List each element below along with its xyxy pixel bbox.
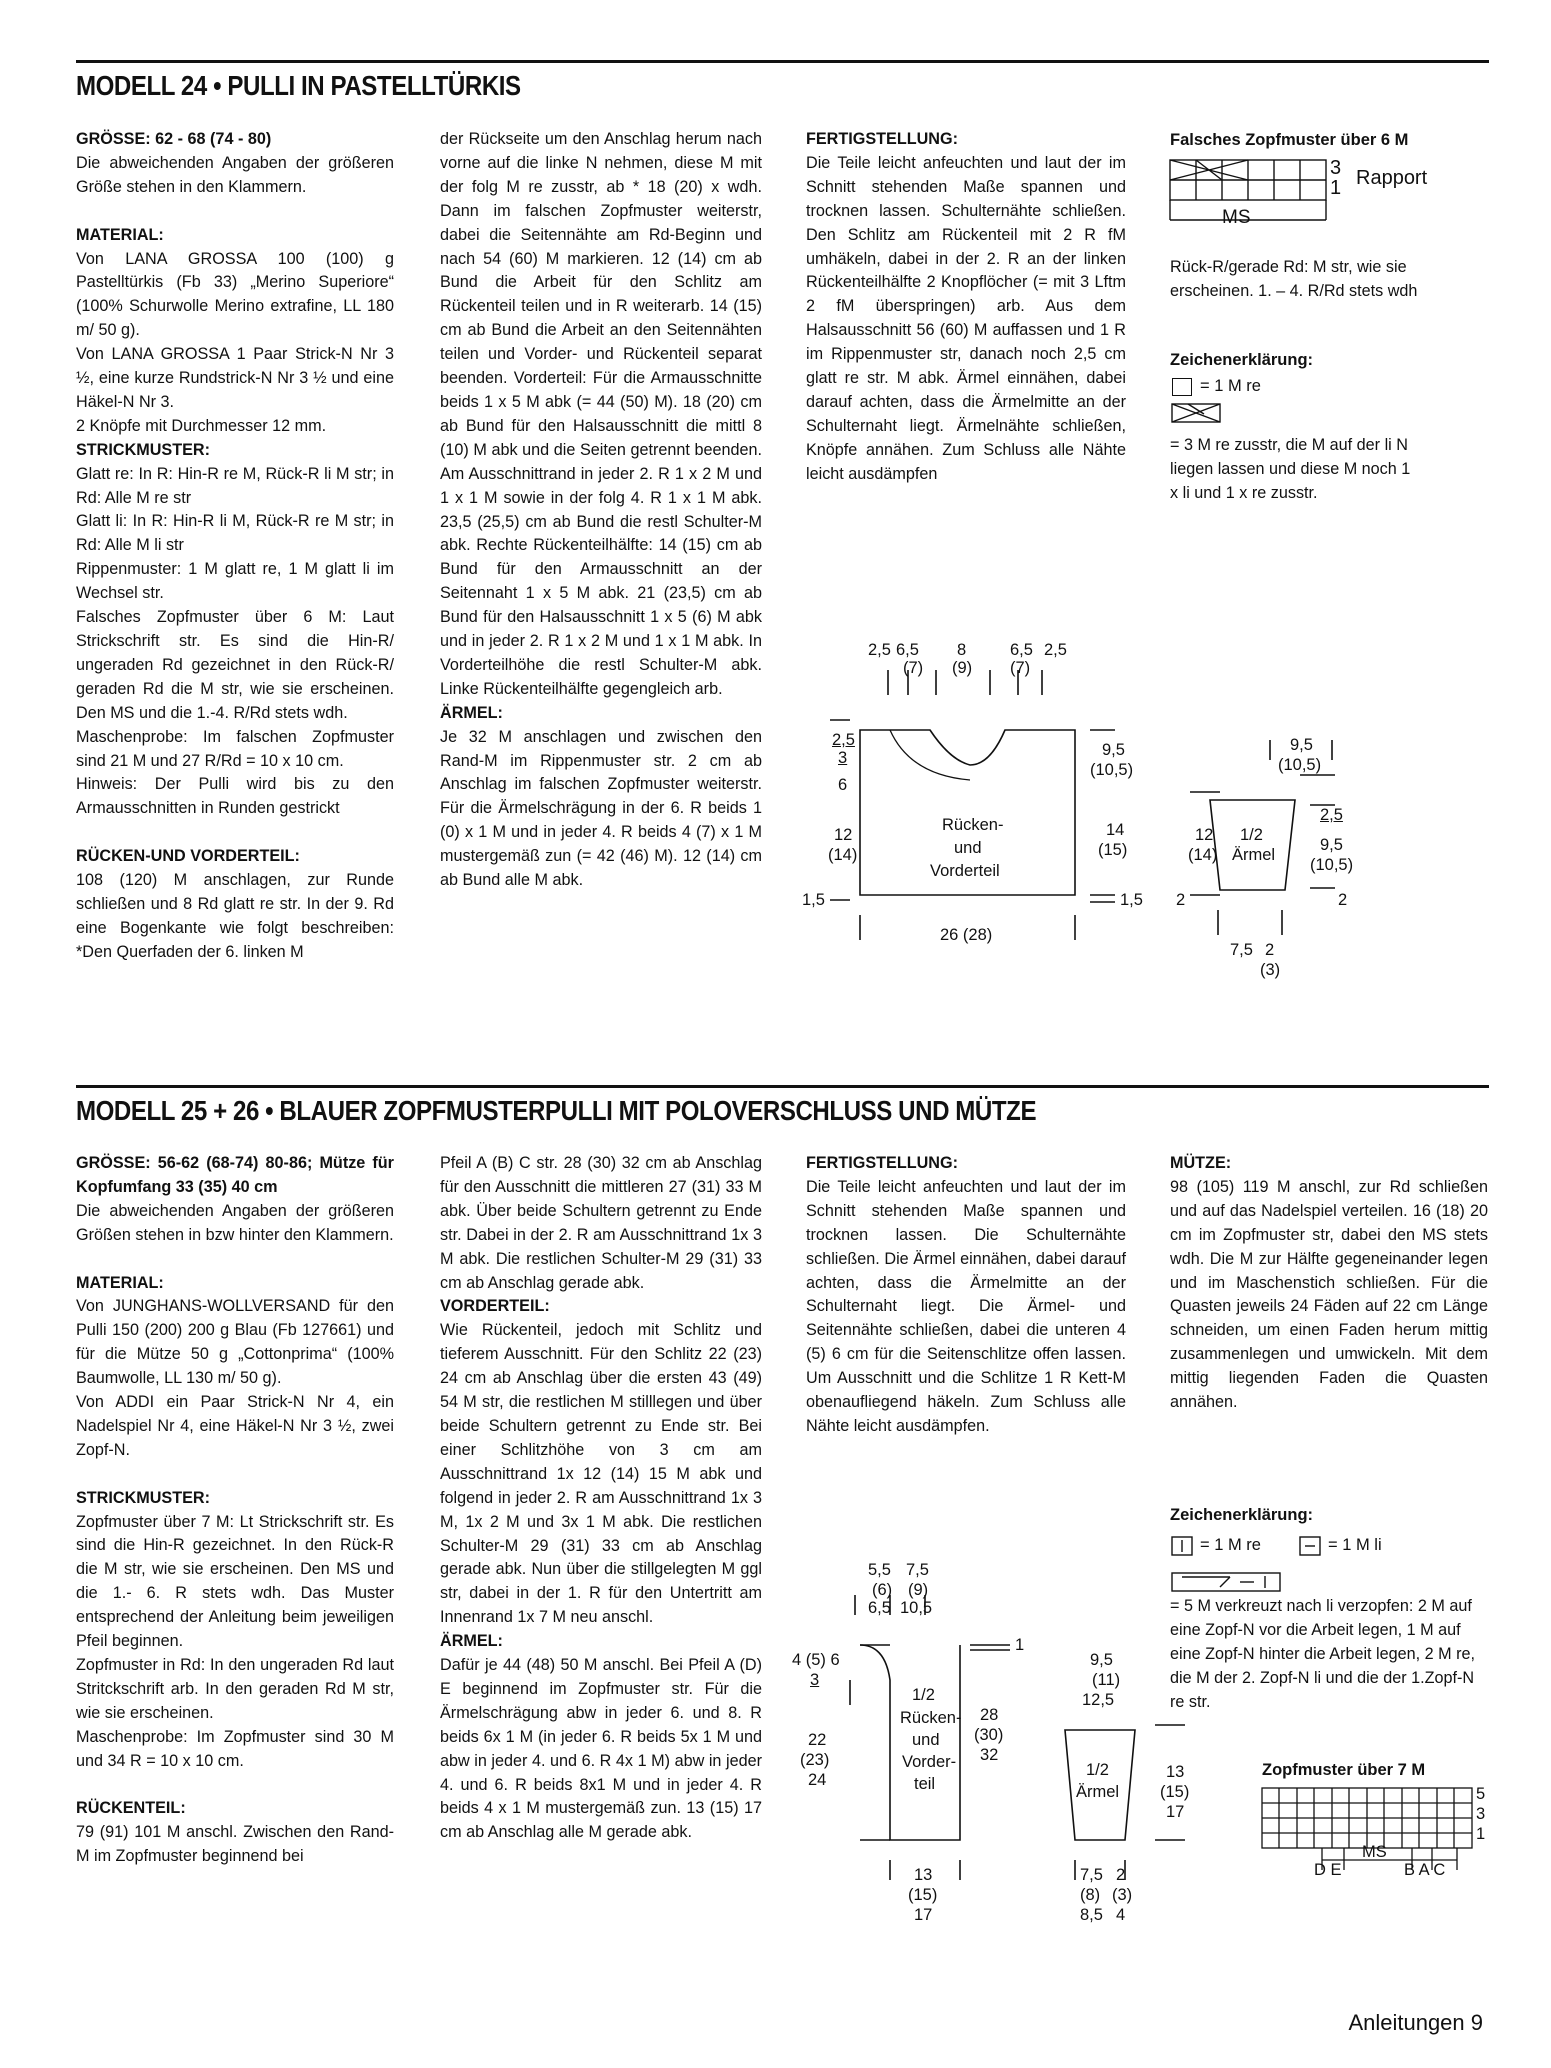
paragraph: Die abweichenden Angaben der größeren Größe stehen in den Klammern. — [76, 153, 394, 196]
paragraph: Wie Rückenteil, jedoch mit Schlitz und tieferem Ausschnitt. Für den Schlitz 22 (23) 24 cm ab Anschlag über die ersten 43 (49) 54 M str, die restlichen M stilllegen und über beide Schultern getrennt zu Ende str. Bei einer Schlitzhöhe von 3 cm am Ausschnittrand 1x 12 (14) 15 M abk und folgend in jeder 2. R am Ausschnittrand 1x 3 M, 1x 2 M und 3x 1 M abk. Die restlichen Schulter-M 29 (31) 33 cm ab Anschlag gerade abk. Nun über die stillgelegten M ggl str, dabei in der 1. R für den Untertritt am Innenrand 1x 7 M neu anschl. — [440, 1321, 762, 1627]
m25-dim-sr2: (15) — [1160, 1783, 1190, 1801]
m24-dim-right-2: (10,5) — [1090, 761, 1134, 779]
m24-sleeve-right-4: 2 — [1338, 891, 1348, 909]
m24-dim-left-1: 2,5 — [832, 731, 855, 749]
m24-dim-top-1: 2,5 — [868, 641, 891, 659]
section-heading: ÄRMEL: — [440, 703, 503, 722]
paragraph: Zopfmuster in Rd: In den ungeraden Rd laut Stritckschrift arb. In den geraden Rd M str, wie sie erscheinen. — [76, 1656, 394, 1722]
m24-dim-left-4: 12 — [834, 826, 853, 844]
section-heading: GRÖSSE: 62 - 68 (74 - 80) — [76, 130, 272, 148]
paragraph: Rippenmuster: 1 M glatt re, 1 M glatt li im Wechsel str. — [76, 560, 394, 603]
paragraph: Dafür je 44 (48) 50 M anschl. Bei Pfeil A (D) E beginnend im Zopfmuster str. Für die Ärmelschrägung abw in jeder 6. und 8. R beids 6x 1 M (in jeder 6. R beids 5x 1 M und abw in jeder 4. und 6. R 4x 1 M) abw in jeder 4. und 6. R beids 8x1 M und in jeder 4. R beids 4 x 1 M mustergemäß zun. 13 (15) 17 cm ab Anschlag alle M gerade abk. — [440, 1656, 762, 1842]
m25-chart-ms: MS — [1362, 1843, 1387, 1861]
m25-dim-l5: 24 — [808, 1771, 827, 1789]
m24-dim-top-8: 2,5 — [1044, 641, 1067, 659]
paragraph: Hinweis: Der Pulli wird bis zu den Armausschnitten in Runden gestrickt — [76, 775, 394, 818]
m24-body-label-2: und — [954, 839, 982, 857]
m24-sleeve-bottom-1: 7,5 — [1230, 941, 1253, 959]
m25-dim-s2: (11) — [1092, 1671, 1121, 1689]
section-heading: RÜCKENTEIL: — [76, 1799, 186, 1818]
paragraph-gap — [76, 1248, 394, 1272]
m24-dim-top-4: 8 — [957, 641, 967, 659]
top-rule — [76, 60, 1489, 63]
m25-dim-one: 1 — [1015, 1636, 1025, 1654]
m25-legend — [1170, 1505, 1490, 1765]
m25-column-3 — [806, 1152, 1126, 1439]
paragraph-gap — [76, 200, 394, 224]
m25-dim-l4: (23) — [800, 1751, 830, 1769]
paragraph: Die Teile leicht anfeuchten und laut der im Schnitt stehenden Maße spannen und trocknen lassen. Schulternähte schließen. Den Schlitz am Rückenteil mit 2 R fM umhäkeln, dabei in der 2. R an der linken Rückenteilhälfte 2 Knopflöcher (= mit 3 Lftm 2 fM überspringen) arb. Aus dem Halsausschnitt 56 (60) M auffassen und 1 R im Rippenmuster str, danach noch 2,5 cm glatt re str. M abk. Ärmel einnähen, dabei darauf achten, dass die Ärmelmitte an der Schulternaht liegt. Ärmelnähte schließen, Knöpfe annähen. Zum Schluss alle Nähte leicht ausdämpfen — [806, 153, 1126, 483]
model-25-title: MODELL 25 + 26 • BLAUER ZOPFMUSTERPULLI MIT POLOVERSCHLUSS UND MÜTZE — [76, 1095, 1037, 1126]
m24-legend-1: = 1 M re — [1200, 377, 1261, 395]
m25-chart-row-1: 1 — [1476, 1825, 1486, 1843]
model-24-title: MODELL 24 • PULLI IN PASTELLTÜRKIS — [76, 70, 521, 101]
m24-dim-right-5: 1,5 — [1120, 891, 1143, 909]
m24-dim-top-6: 6,5 — [1010, 641, 1033, 659]
paragraph: 98 (105) 119 M anschl, zur Rd schließen und auf das Nadelspiel verteilen. 16 (18) 20 cm im Zopfmuster str, dabei den MS stets wdh. Die M zur Hälfte gegeneinander legen und im Maschenstich schließen. Für die Quasten jeweils 24 Fäden auf 22 cm Länge schneiden, um einen Faden herum mittig zusammenlegen und umwickeln. Mit dem mittig liegenden Faden die Quasten annähen. — [1170, 1177, 1488, 1412]
paragraph: Von LANA GROSSA 100 (100) g Pastelltürkis (Fb 33) „Merino Superiore“ (100% Schurwolle Merino extrafine, LL 180 m/ 50 g). — [76, 249, 394, 340]
m24-sleeve-bottom-2: 2 — [1265, 941, 1275, 959]
m24-schematic-lines — [790, 640, 1490, 1000]
section-heading: RÜCKEN-UND VORDERTEIL: — [76, 847, 300, 866]
paragraph-gap — [76, 1774, 394, 1798]
m25-dim-s3: 12,5 — [1082, 1691, 1115, 1709]
m24-sleeve-left-1: 12 — [1195, 826, 1214, 844]
m25-chart-row-3: 3 — [1476, 1805, 1486, 1823]
m25-dim-sb1: 7,5 — [1080, 1866, 1103, 1884]
section-heading: STRICKMUSTER: — [76, 1488, 210, 1507]
m25-dim-s1: 9,5 — [1090, 1651, 1113, 1669]
m24-chart-panel — [1170, 128, 1490, 508]
m25-dim-t2: (6) — [872, 1581, 893, 1599]
m24-sleeve-label-1: 1/2 — [1240, 826, 1263, 844]
m25-dim-sb6: 4 — [1116, 1906, 1126, 1924]
m25-dim-sb4: 2 — [1116, 1866, 1126, 1884]
m25-dim-l2: 3 — [810, 1671, 820, 1689]
m25-dim-b1: 13 — [914, 1866, 933, 1884]
m25-dim-m1: 28 — [980, 1706, 999, 1724]
m25-dim-t1: 5,5 — [868, 1561, 891, 1579]
m25-legend-title: Zeichenerklärung: — [1170, 1506, 1314, 1524]
paragraph: Maschenprobe: Im Zopfmuster sind 30 M und 34 R = 10 x 10 cm. — [76, 1727, 394, 1770]
m24-legend-knit-cell — [1172, 378, 1192, 396]
paragraph: Von JUNGHANS-WOLLVERSAND für den Pulli 150 (200) 200 g Blau (Fb 127661) und für die Mütze 50 g „Cottonprima“ (100% Baumwolle, LL 130 m/ 50 g). — [76, 1297, 394, 1388]
paragraph: Die abweichenden Angaben der größeren Größen stehen in bzw hinter den Klammern. — [76, 1201, 394, 1244]
section-heading: FERTIGSTELLUNG: — [806, 1154, 958, 1172]
middle-rule — [76, 1085, 1489, 1088]
m25-column-4 — [1170, 1152, 1488, 1415]
section-heading: ÄRMEL: — [440, 1632, 503, 1651]
m25-dim-t6: 10,5 — [900, 1599, 933, 1617]
m24-chart-title: Falsches Zopfmuster über 6 M — [1170, 131, 1409, 149]
m25-legend-purl: = 1 M li — [1328, 1536, 1382, 1554]
m25-dim-sb3: 8,5 — [1080, 1906, 1103, 1924]
m25-chart-row-5: 5 — [1476, 1785, 1486, 1803]
paragraph: Die Teile leicht anfeuchten und laut der im Schnitt stehenden Maße spannen und trocknen lassen. Die Schulternähte schließen. Die Ärmel einnähen, dabei darauf achten, dass die Ärmelmitte an der Schulternaht liegt. Die Ärmel- und Seitennähte schließen, dabei die unteren 4 (5) 6 cm für die Seitenschlitze offen lassen. Um Ausschnitt und die Schlitze 1 R Kett-M obenaufliegend häkeln. Zum Schluss alle Nähte leicht ausdämpfen. — [806, 1177, 1126, 1435]
m24-body-label-1: Rücken- — [942, 816, 1004, 834]
m25-legend-cable: = 5 M verkreuzt nach li verzopfen: 2 M auf eine Zopf-N vor die Arbeit legen, 1 M auf eine Zopf-N hinter die Arbeit legen, 2 M re, die M der 2. Zopf-N li und die der 1.Zopf-N re str. — [1170, 1597, 1476, 1711]
section-heading: VORDERTEIL: — [440, 1297, 550, 1316]
m25-schematic — [790, 1530, 1210, 1950]
page-footer: Anleitungen 9 — [1348, 2010, 1483, 2035]
m25-dim-t3: 6,5 — [868, 1599, 891, 1617]
m24-dim-bottom: 26 (28) — [940, 926, 993, 944]
paragraph: Glatt li: In R: Hin-R li M, Rück-R re M str; in Rd: Alle M li str — [76, 512, 394, 555]
m24-sleeve-right-2: 9,5 — [1320, 836, 1343, 854]
paragraph: Zopfmuster über 7 M: Lt Strickschrift str. Es sind die Hin-R gezeichnet. In den Rück-R die M str, wie sie erscheinen. Den MS und die 1.- 6. R stets wdh. Das Muster entsprechend der Anleitung beim jeweiligen Pfeil beginnen. — [76, 1512, 394, 1651]
m24-sleeve-top-2: (10,5) — [1278, 756, 1322, 774]
m25-dim-l3: 22 — [808, 1731, 827, 1749]
m24-dim-top-3: (7) — [903, 659, 924, 677]
m24-sleeve-left-3: 2 — [1176, 891, 1186, 909]
m24-dim-right-1: 9,5 — [1102, 741, 1125, 759]
m25-column-1 — [76, 1152, 394, 1869]
m25-body-5: teil — [914, 1775, 936, 1793]
m24-sleeve-left-2: (14) — [1188, 846, 1218, 864]
section-heading: MATERIAL: — [76, 225, 164, 244]
m25-body-1: 1/2 — [912, 1686, 935, 1704]
m24-dim-right-4: (15) — [1098, 841, 1128, 859]
m24-dim-right-3: 14 — [1106, 821, 1125, 839]
m24-ms-label: MS — [1222, 207, 1251, 228]
paragraph: der Rückseite um den Anschlag herum nach vorne auf die linke N nehmen, diese M mit der folg M re zusstr, ab * 18 (20) x wdh. Dann im falschen Zopfmuster weiterstr, dabei die Seitennähte am Rd-Beginn und nach 54 (60) M markieren. 12 (14) cm ab Bund die Arbeit für den Schlitz am Rückenteil teilen und in R weiterarb. 14 (15) cm ab Bund die Arbeit an den Seitennähten teilen und Vorder- und Rückenteil separat beenden. Vorderteil: Für die Armausschnitte beids 1 x 5 M abk (= 44 (50) M). 18 (20) cm ab Bund für den Halsausschnitt die mittl 8 (10) M abk und die Seiten getrennt beenden. Am Ausschnittrand in jeder 2. R 1 x 2 M und 1 x 1 M sowie in der folg 4. R 1 x 1 M abk. 23,5 (25,5) cm ab Bund die restl Schulter-M abk. Rechte Rückenteilhälfte: 14 (15) cm ab Bund für den Armausschnitt an der Seitennaht 1 x 5 M abk. 21 (23,5) cm ab Bund für den Halsausschnitt 1 x 5 (6) M abk und in jeder 2. R 1 x 2 M und 1 x 1 M abk. In Vorderteilhöhe die restl Schulter-M abk. Linke Rückenteilhälfte gegengleich arb. — [440, 130, 762, 698]
m24-dim-left-5: (14) — [828, 846, 858, 864]
m24-legend-title: Zeichenerklärung: — [1170, 351, 1314, 369]
m25-dim-b3: 17 — [914, 1906, 933, 1924]
m25-chart-title: Zopfmuster über 7 M — [1262, 1761, 1426, 1779]
m24-dim-left-3: 6 — [838, 776, 848, 794]
m25-body-4: Vorder- — [902, 1753, 957, 1771]
m25-dim-sr3: 17 — [1166, 1803, 1185, 1821]
m25-dim-m2: (30) — [974, 1726, 1004, 1744]
m24-sleeve-right-1: 2,5 — [1320, 806, 1343, 824]
m25-body-3: und — [912, 1731, 940, 1749]
section-heading: MÜTZE: — [1170, 1154, 1232, 1172]
section-heading: GRÖSSE: 56-62 (68-74) 80-86; Mütze für Kopfumfang 33 (35) 40 cm — [76, 1154, 394, 1196]
m25-dim-m3: 32 — [980, 1746, 999, 1764]
m25-body-2: Rücken- — [900, 1709, 962, 1727]
m24-dim-top-7: (7) — [1010, 659, 1031, 677]
m25-chart-arrows-left: D E — [1314, 1861, 1342, 1879]
m24-legend-2: = 3 M re zusstr, die M auf der li N liegen lassen und diese M noch 1 x li und 1 x re zusstr. — [1170, 436, 1411, 502]
paragraph: Glatt re: In R: Hin-R re M, Rück-R li M str; in Rd: Alle M re str — [76, 464, 394, 507]
m24-sleeve-top-1: 9,5 — [1290, 736, 1313, 754]
m24-sleeve-bottom-3: (3) — [1260, 961, 1281, 979]
m24-dim-left-2: 3 — [838, 749, 848, 767]
m24-dim-left-6: 1,5 — [802, 891, 825, 909]
m24-dim-top-2: 6,5 — [896, 641, 919, 659]
m25-dim-t5: (9) — [908, 1581, 929, 1599]
m25-sleeve-2: Ärmel — [1076, 1783, 1120, 1801]
m24-column-1 — [76, 128, 394, 965]
m25-chart-grid — [1262, 1760, 1492, 1920]
m25-dim-sr1: 13 — [1166, 1763, 1185, 1781]
m24-column-2 — [440, 128, 762, 893]
m25-sleeve-1: 1/2 — [1086, 1761, 1109, 1779]
section-heading: STRICKMUSTER: — [76, 440, 210, 459]
m25-dim-t4: 7,5 — [906, 1561, 929, 1579]
paragraph: 79 (91) 101 M anschl. Zwischen den Rand-M im Zopfmuster beginnend bei — [76, 1823, 394, 1866]
section-heading: MATERIAL: — [76, 1273, 164, 1292]
paragraph: Je 32 M anschlagen und zwischen den Rand-M im Rippenmuster str. 2 cm ab Anschlag im falschen Zopfmuster weiterstr. Für die Ärmelschrägung in der 6. R beids 1 (0) x 1 M und in jeder 4. R beids 4 (7) x 1 M mustergemäß zun (= 42 (46) M). 12 (14) cm ab Bund alle M abk. — [440, 727, 762, 890]
m24-dim-top-5: (9) — [952, 659, 973, 677]
m24-row-1: 1 — [1330, 177, 1342, 199]
m24-row-3: 3 — [1330, 157, 1342, 179]
paragraph-gap — [76, 821, 394, 845]
paragraph: 2 Knöpfe mit Durchmesser 12 mm. — [76, 416, 327, 435]
section-heading: FERTIGSTELLUNG: — [806, 130, 958, 148]
paragraph-gap — [76, 1463, 394, 1487]
paragraph: Von ADDI ein Paar Strick-N Nr 4, ein Nadelspiel Nr 4, eine Häkel-N Nr 3 ½, zwei Zopf-N. — [76, 1393, 394, 1459]
m25-dim-l1: 4 (5) 6 — [792, 1651, 840, 1669]
m25-chart — [1262, 1760, 1492, 1920]
m24-legend-cross-icon — [1170, 402, 1230, 432]
m25-dim-b2: (15) — [908, 1886, 938, 1904]
paragraph: Falsches Zopfmuster über 6 M: Laut Strickschrift str. Es sind die Hin-R/ ungeraden Rd gezeichnet in den Rück-R/ geraden Rd die M str, wie sie erscheinen. Den MS und die 1.-4. R/Rd stets wdh. — [76, 608, 394, 722]
m25-dim-sb2: (8) — [1080, 1886, 1101, 1904]
m24-sleeve-right-3: (10,5) — [1310, 856, 1354, 874]
m24-rapport-label: Rapport — [1356, 167, 1428, 189]
paragraph: Pfeil A (B) C str. 28 (30) 32 cm ab Anschlag für den Ausschnitt die mittleren 27 (31) 33 M abk. Über beide Schultern getrennt zu Ende str. Dabei in der 2. R am Ausschnittrand 1x 3 M abk. Die restlichen Schulter-M 29 (31) 33 cm ab Anschlag gerade abk. — [440, 1154, 762, 1292]
m24-body-label-3: Vorderteil — [930, 862, 1000, 880]
m24-schematic — [790, 640, 1490, 1000]
paragraph: Maschenprobe: Im falschen Zopfmuster sind 21 M und 27 R/Rd = 10 x 10 cm. — [76, 727, 394, 770]
m25-column-2 — [440, 1152, 762, 1845]
paragraph: 108 (120) M anschlagen, zur Runde schließen und 8 Rd glatt re str. In der 9. Rd eine Bogenkante wie folgt beschreiben: *Den Querfaden der 6. linken M — [76, 871, 394, 961]
m24-chart-note: Rück-R/gerade Rd: M str, wie sie erscheinen. 1. – 4. R/Rd stets wdh — [1170, 258, 1418, 300]
m24-column-3 — [806, 128, 1126, 487]
paragraph: Von LANA GROSSA 1 Paar Strick-N Nr 3 ½, eine kurze Rundstrick-N Nr 3 ½ und eine Häkel-N Nr 3. — [76, 345, 394, 411]
m24-sleeve-label-2: Ärmel — [1232, 846, 1276, 864]
m25-chart-arrows-right: B A C — [1404, 1861, 1446, 1879]
m25-dim-sb5: (3) — [1112, 1886, 1133, 1904]
m25-legend-knit: = 1 M re — [1200, 1536, 1261, 1554]
